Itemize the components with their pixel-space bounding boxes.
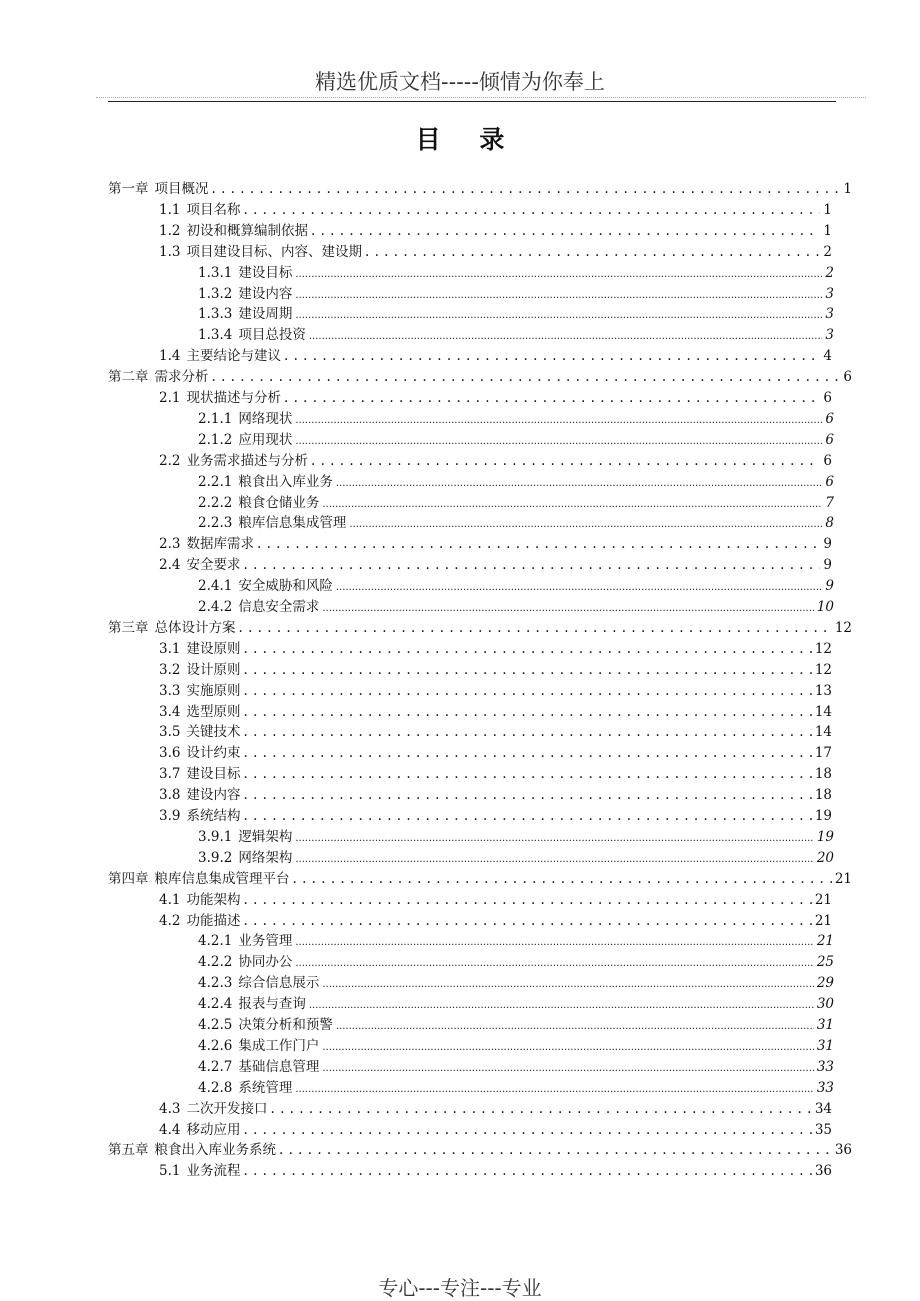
toc-entry-page: 14: [814, 703, 832, 720]
toc-entry-number: 2.3: [159, 536, 181, 553]
toc-entry-number: 2.2.1: [198, 473, 233, 490]
toc-entry-text: 业务流程: [186, 1163, 241, 1180]
toc-title: 目 录: [415, 125, 520, 154]
toc-entry-text: 建设目标: [186, 766, 241, 783]
toc-entry-text: 安全要求: [186, 557, 241, 574]
toc-entry-number: 4.2: [159, 912, 181, 929]
toc-entry[interactable]: [108, 870, 852, 888]
toc-entry-label: [159, 912, 240, 930]
toc-entry-page: 30: [816, 996, 834, 1013]
toc-entry-text: 报表与查询: [238, 996, 306, 1013]
toc-entry[interactable]: [159, 222, 832, 240]
toc-entry-page: 21: [814, 912, 832, 929]
toc-entry-label: [198, 953, 292, 971]
toc-entry-number: 2.2.3: [198, 515, 233, 532]
toc-entry-number: 4.2.7: [198, 1058, 233, 1075]
toc-entry[interactable]: [198, 995, 834, 1015]
toc-entry-text: 决策分析和预警: [238, 1017, 333, 1033]
toc-entry-number: 第五章: [108, 1142, 149, 1159]
toc-entry-page: 6: [823, 452, 832, 469]
toc-entry-number: 4.2.3: [198, 975, 233, 992]
toc-entry-label: [198, 1079, 292, 1097]
toc-dot-leader: [295, 285, 822, 305]
toc-entry-number: 4.1: [159, 891, 181, 908]
toc-entry-page: 20: [816, 849, 834, 866]
toc-entry-text: 粮食出入库业务: [238, 473, 333, 490]
toc-entry[interactable]: [159, 1100, 832, 1118]
toc-entry-number: 3.9.2: [198, 849, 233, 866]
toc-entry[interactable]: [198, 577, 834, 597]
toc-entry-number: 3.8: [159, 787, 181, 804]
toc-entry-page: 6: [843, 369, 852, 386]
toc-entry-text: 功能架构: [186, 891, 241, 908]
toc-entry-number: 2.2: [159, 452, 181, 469]
toc-dot-leader: [243, 807, 811, 825]
toc-entry-page: 25: [816, 954, 834, 971]
toc-dot-leader: [243, 786, 811, 804]
toc-entry-text: 现状描述与分析: [186, 390, 281, 406]
toc-dot-leader: [243, 1162, 811, 1180]
toc-entry-page: 21: [834, 870, 852, 887]
toc-entry[interactable]: [198, 514, 834, 534]
toc-entry-page: 3: [825, 285, 834, 302]
toc-entry-label: [198, 473, 333, 491]
toc-dot-leader: [309, 995, 814, 1015]
toc-entry-number: 2.4.2: [198, 599, 233, 615]
toc-entry-number: 1.3.3: [198, 306, 233, 323]
toc-entry-text: 粮库信息集成管理平台: [154, 870, 290, 887]
toc-entry-label: [159, 682, 240, 700]
toc-entry[interactable]: [198, 431, 834, 451]
toc-entry-text: 建设周期: [238, 306, 293, 323]
toc-entry-number: 3.7: [159, 766, 181, 783]
toc-entry-page: 21: [816, 933, 834, 950]
toc-entry-page: 36: [834, 1142, 852, 1159]
toc-entry-label: [198, 828, 292, 846]
toc-entry-label: [198, 285, 292, 303]
toc-entry-text: 项目名称: [186, 201, 241, 218]
toc-entry[interactable]: [198, 828, 834, 848]
toc-entry-label: [198, 995, 306, 1013]
toc-entry-page: 12: [834, 619, 852, 636]
toc-entry[interactable]: [198, 326, 834, 346]
toc-dot-leader: [295, 932, 813, 952]
toc-entry-label: [198, 849, 292, 867]
toc-dot-leader: [243, 723, 811, 741]
toc-entry-number: 5.1: [159, 1163, 181, 1180]
toc-entry[interactable]: [159, 807, 832, 825]
toc-entry-text: 主要结论与建议: [186, 348, 281, 365]
toc-entry-page: 29: [816, 975, 834, 992]
toc-entry-page: 31: [816, 1017, 834, 1033]
toc-dot-leader: [243, 556, 820, 574]
toc-entry-text: 逻辑架构: [238, 828, 293, 845]
toc-entry[interactable]: [198, 598, 834, 618]
toc-entry-page: 36: [814, 1163, 832, 1180]
toc-entry-label: [159, 786, 240, 804]
toc-dot-leader: [322, 598, 813, 618]
toc-entry-label: [159, 556, 240, 574]
toc-entry[interactable]: [198, 974, 834, 994]
toc-dot-leader: [279, 1141, 832, 1159]
toc-entry-number: 4.3: [159, 1100, 181, 1117]
toc-dot-leader: [243, 682, 811, 700]
toc-entry-label: [198, 514, 346, 532]
toc-entry[interactable]: [159, 682, 832, 700]
toc-dot-leader: [257, 535, 820, 553]
toc-entry-label: [198, 305, 292, 323]
toc-entry-page: 9: [825, 578, 834, 595]
toc-entry-number: 1.3: [159, 243, 181, 260]
toc-dot-leader: [365, 243, 820, 261]
toc-entry[interactable]: [159, 389, 832, 407]
toc-entry-number: 4.4: [159, 1121, 181, 1138]
toc-dot-leader: [293, 870, 832, 888]
toc-entry-text: 二次开发接口: [186, 1100, 268, 1117]
toc-entry-number: 1.4: [159, 348, 181, 365]
toc-entry[interactable]: [198, 264, 834, 284]
toc-dot-leader: [336, 1016, 814, 1036]
toc-entry-text: 初设和概算编制依据: [186, 222, 308, 239]
toc-dot-leader: [284, 347, 820, 365]
toc-entry-page: 21: [814, 891, 832, 908]
toc-entry-page: 19: [814, 808, 832, 824]
toc-entry-text: 建设原则: [186, 640, 241, 657]
toc-entry[interactable]: [159, 786, 832, 804]
toc-entry[interactable]: [198, 473, 834, 493]
toc-dot-leader: [336, 473, 823, 493]
toc-entry[interactable]: [159, 347, 832, 365]
toc-entry-text: 应用现状: [238, 431, 293, 448]
toc-entry-text: 移动应用: [186, 1121, 241, 1138]
toc-entry[interactable]: [198, 1037, 834, 1057]
toc-entry-label: [159, 723, 240, 741]
toc-dot-leader: [322, 1058, 813, 1078]
toc-entry-text: 建设内容: [186, 787, 241, 804]
toc-entry-label: [159, 765, 240, 783]
toc-entry-text: 关键技术: [186, 724, 241, 741]
toc-dot-leader: [243, 1121, 811, 1139]
toc-dot-leader: [295, 264, 822, 284]
toc-entry-text: 粮食仓储业务: [238, 494, 320, 511]
toc-entry-page: 35: [814, 1121, 832, 1138]
toc-entry-number: 3.3: [159, 682, 181, 699]
header-solid-rule: [108, 101, 836, 102]
toc-entry-label: [198, 932, 292, 950]
toc-entry-page: 9: [823, 536, 832, 553]
toc-entry-number: 1.3.4: [198, 327, 233, 344]
toc-entry-number: 第一章: [108, 181, 149, 197]
toc-dot-leader: [243, 201, 820, 219]
toc-entry-page: 6: [825, 410, 834, 427]
toc-entry-label: [159, 703, 240, 721]
toc-entry-page: 18: [814, 787, 832, 804]
toc-entry-number: 3.5: [159, 724, 181, 741]
toc-entry[interactable]: [108, 368, 852, 386]
toc-entry[interactable]: [159, 556, 832, 574]
toc-entry-number: 3.4: [159, 703, 181, 720]
toc-entry-label: [198, 410, 292, 428]
toc-dot-leader: [295, 828, 813, 848]
toc-entry[interactable]: [159, 535, 832, 553]
header-dotted-rule: [96, 97, 866, 98]
toc-entry-text: 数据库需求: [186, 536, 254, 553]
page-header: 精选优质文档-----倾情为你奉上: [315, 70, 605, 94]
toc-entry[interactable]: [159, 723, 832, 741]
toc-entry-page: 6: [823, 390, 832, 406]
toc-entry-text: 实施原则: [186, 682, 241, 699]
toc-entry-number: 4.2.6: [198, 1037, 233, 1054]
toc-entry-page: 1: [843, 181, 852, 197]
toc-entry-page: 2: [823, 243, 832, 260]
toc-dot-leader: [322, 974, 813, 994]
toc-entry-text: 综合信息展示: [238, 975, 320, 992]
toc-entry-text: 粮食出入库业务系统: [154, 1142, 276, 1159]
toc-entry-label: [159, 201, 240, 219]
toc-entry-text: 网络现状: [238, 410, 293, 427]
toc-entry-number: 4.2.4: [198, 996, 233, 1013]
toc-entry[interactable]: [198, 932, 834, 952]
toc-entry-number: 2.1.2: [198, 431, 233, 448]
toc-entry[interactable]: [159, 640, 832, 658]
toc-entry[interactable]: [159, 1162, 832, 1180]
toc-dot-leader: [322, 1037, 813, 1057]
toc-entry-number: 1.2: [159, 222, 181, 239]
toc-entry-label: [159, 1162, 240, 1180]
toc-entry[interactable]: [159, 891, 832, 909]
toc-entry-label: [159, 807, 240, 825]
toc-entry[interactable]: [198, 1016, 834, 1036]
toc-entry-number: 4.2.8: [198, 1079, 233, 1096]
toc-dot-leader: [243, 765, 811, 783]
toc-dot-leader: [295, 953, 813, 973]
toc-entry[interactable]: [159, 703, 832, 721]
toc-entry-label: [198, 326, 306, 344]
toc-entry-page: 7: [825, 494, 834, 511]
toc-entry-label: [198, 1058, 319, 1076]
toc-dot-leader: [212, 368, 841, 386]
toc-dot-leader: [295, 431, 822, 451]
toc-entry-number: 4.2.5: [198, 1017, 233, 1033]
toc-entry-number: 3.2: [159, 661, 181, 678]
toc-entry-text: 网络架构: [238, 849, 293, 866]
toc-entry-number: 1.3.1: [198, 264, 233, 281]
toc-entry-text: 业务管理: [238, 933, 293, 950]
toc-entry-page: 17: [814, 745, 832, 762]
toc-dot-leader: [239, 619, 832, 637]
toc-entry[interactable]: [198, 1058, 834, 1078]
toc-entry-text: 功能描述: [186, 912, 241, 929]
toc-entry-text: 安全威胁和风险: [238, 578, 333, 595]
toc-entry-label: [159, 640, 240, 658]
toc-dot-leader: [311, 222, 820, 240]
toc-entry-page: 4: [823, 348, 832, 365]
toc-entry-label: [108, 180, 209, 198]
toc-entry-number: 3.9.1: [198, 828, 233, 845]
toc-entry-page: 1: [823, 222, 832, 239]
toc-entry-label: [108, 368, 209, 386]
toc-entry-label: [159, 347, 281, 365]
toc-entry-label: [198, 494, 319, 512]
toc-dot-leader: [243, 891, 811, 909]
toc-entry[interactable]: [159, 661, 832, 679]
toc-entry-label: [159, 535, 254, 553]
toc-entry[interactable]: [159, 452, 832, 470]
toc-dot-leader: [295, 305, 822, 325]
toc-entry-number: 3.1: [159, 640, 181, 657]
toc-entry-label: [159, 389, 281, 407]
toc-entry-page: 19: [816, 828, 834, 845]
toc-entry-text: 业务需求描述与分析: [186, 452, 308, 469]
toc-entry[interactable]: [108, 619, 852, 637]
toc-entry-page: 6: [825, 473, 834, 490]
toc-entry-label: [198, 264, 292, 282]
toc-entry-label: [108, 619, 236, 637]
toc-entry[interactable]: [198, 285, 834, 305]
toc-entry-label: [198, 1016, 333, 1034]
toc-entry[interactable]: [198, 1079, 834, 1099]
toc-entry-label: [198, 598, 319, 616]
toc-entry-number: 第三章: [108, 619, 149, 636]
toc-entry-text: 信息安全需求: [238, 599, 320, 615]
toc-entry[interactable]: [198, 494, 834, 514]
toc-entry-number: 2.4: [159, 557, 181, 574]
toc-entry-label: [198, 974, 319, 992]
toc-entry-number: 2.2.2: [198, 494, 233, 511]
toc-entry-number: 第二章: [108, 369, 149, 386]
toc-entry[interactable]: [159, 1121, 832, 1139]
toc-entry-number: 4.2.1: [198, 933, 233, 950]
toc-entry[interactable]: [159, 744, 832, 762]
toc-entry-label: [159, 222, 308, 240]
toc-entry-text: 系统结构: [186, 808, 241, 824]
toc-entry-number: 3.9: [159, 808, 181, 824]
toc-entry-label: [198, 431, 292, 449]
toc-entry-label: [198, 1037, 319, 1055]
toc-entry-label: [159, 1100, 267, 1118]
toc-entry-page: 3: [825, 327, 834, 344]
toc-dot-leader: [295, 849, 813, 869]
toc-dot-leader: [349, 514, 822, 534]
toc-entry-text: 项目建设目标、内容、建设期: [186, 243, 362, 260]
toc-entry-page: 2: [825, 264, 834, 281]
toc-dot-leader: [309, 326, 823, 346]
toc-entry[interactable]: [159, 243, 832, 261]
toc-dot-leader: [295, 410, 822, 430]
toc-dot-leader: [322, 494, 822, 514]
toc-entry-text: 集成工作门户: [238, 1037, 320, 1054]
toc-entry-text: 总体设计方案: [154, 619, 236, 636]
toc-entry-label: [108, 870, 290, 888]
toc-entry-text: 选型原则: [186, 703, 241, 720]
toc-entry-page: 6: [825, 431, 834, 448]
toc-entry-label: [159, 744, 240, 762]
toc-dot-leader: [212, 180, 841, 198]
toc-entry-page: 8: [825, 515, 834, 532]
toc-entry-page: 10: [816, 599, 834, 615]
toc-entry-page: 12: [814, 661, 832, 678]
toc-entry-number: 1.1: [159, 201, 181, 218]
toc-entry-text: 设计原则: [186, 661, 241, 678]
toc-entry[interactable]: [159, 765, 832, 783]
toc-dot-leader: [311, 452, 820, 470]
toc-entry-page: 13: [814, 682, 832, 699]
toc-dot-leader: [284, 389, 820, 407]
toc-entry-label: [159, 243, 362, 261]
toc-entry[interactable]: [198, 305, 834, 325]
toc-entry-page: 33: [816, 1058, 834, 1075]
toc-entry-text: 设计约束: [186, 745, 241, 762]
toc-entry-number: 2.1: [159, 390, 181, 406]
toc-entry-text: 需求分析: [154, 369, 209, 386]
toc-dot-leader: [295, 1079, 813, 1099]
toc-entry-label: [159, 661, 240, 679]
toc-dot-leader: [270, 1100, 811, 1118]
toc-entry-number: 第四章: [108, 870, 149, 887]
toc-entry[interactable]: [198, 410, 834, 430]
toc-entry[interactable]: [198, 953, 834, 973]
toc-dot-leader: [336, 577, 823, 597]
toc-entry-label: [159, 1121, 240, 1139]
toc-dot-leader: [243, 744, 811, 762]
toc-dot-leader: [243, 661, 811, 679]
toc-entry[interactable]: [159, 201, 832, 219]
toc-entry-page: 14: [814, 724, 832, 741]
toc-entry-number: 2.1.1: [198, 410, 233, 427]
toc-entry-text: 粮库信息集成管理: [238, 515, 347, 532]
toc-dot-leader: [243, 640, 811, 658]
toc-entry[interactable]: [108, 180, 852, 198]
toc-entry[interactable]: [159, 912, 832, 930]
toc-entry-page: 31: [816, 1037, 834, 1054]
toc-entry-label: [159, 452, 308, 470]
toc-entry-label: [108, 1141, 276, 1159]
page-footer: 专心---专注---专业: [378, 1276, 542, 1300]
toc-entry-page: 9: [823, 557, 832, 574]
toc-entry-text: 系统管理: [238, 1079, 293, 1096]
toc-entry-label: [159, 891, 240, 909]
toc-entry-label: [198, 577, 333, 595]
toc-entry-page: 34: [814, 1100, 832, 1117]
toc-entry-page: 3: [825, 306, 834, 323]
toc-entry-page: 33: [816, 1079, 834, 1096]
toc-entry-text: 建设内容: [238, 285, 293, 302]
toc-entry-page: 12: [814, 640, 832, 657]
toc-entry-text: 基础信息管理: [238, 1058, 320, 1075]
toc-entry[interactable]: [198, 849, 834, 869]
toc-entry-page: 1: [823, 201, 832, 218]
toc-entry-number: 4.2.2: [198, 954, 233, 971]
toc-entry-text: 项目总投资: [238, 327, 306, 344]
toc-entry-text: 项目概况: [154, 181, 209, 197]
toc-dot-leader: [243, 703, 811, 721]
toc-entry[interactable]: [108, 1141, 852, 1159]
toc-entry-number: 1.3.2: [198, 285, 233, 302]
toc-entry-number: 2.4.1: [198, 578, 233, 595]
toc-entry-page: 18: [814, 766, 832, 783]
toc-entry-number: 3.6: [159, 745, 181, 762]
toc-dot-leader: [243, 912, 811, 930]
toc-entry-text: 协同办公: [238, 954, 293, 971]
toc-entry-text: 建设目标: [238, 264, 293, 281]
